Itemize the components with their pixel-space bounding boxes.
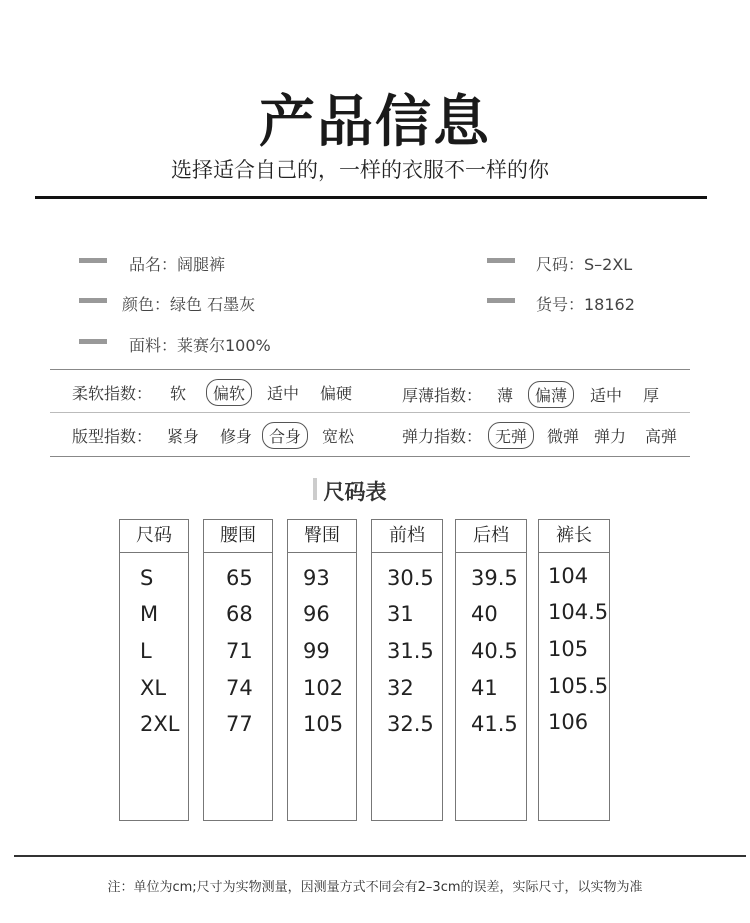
- size-cell-length: 104.5: [548, 600, 609, 624]
- bullet-dash-icon: [79, 339, 107, 344]
- size-cell-length: 106: [548, 710, 589, 734]
- size-column-hip: [287, 519, 357, 821]
- header-divider: [35, 196, 707, 199]
- thickness-index-label: 厚薄指数：: [402, 386, 483, 405]
- size-cell-length: 105: [548, 637, 589, 661]
- indices-middle-divider: [50, 412, 690, 413]
- size-column-header-front-rise: 前档: [372, 520, 442, 553]
- size-cell-size: 2XL: [140, 712, 180, 736]
- elasticity-option-slight: 微弹: [547, 427, 580, 446]
- size-cell-front-rise: 32: [387, 676, 414, 700]
- size-cell-waist: 71: [226, 639, 253, 663]
- size-cell-front-rise: 30.5: [387, 566, 434, 590]
- size-cell-waist: 77: [226, 712, 253, 736]
- thickness-option-thin: 薄: [497, 386, 514, 405]
- size-column-header-hip: 臀围: [288, 520, 356, 553]
- indices-bottom-divider: [50, 456, 690, 457]
- page-title: 产品信息: [259, 90, 491, 155]
- size-cell-waist: 68: [226, 602, 253, 626]
- bullet-dash-icon: [487, 298, 515, 303]
- size-cell-hip: 96: [303, 602, 330, 626]
- size-cell-hip: 102: [303, 676, 344, 700]
- thickness-option-slightly-thin-selected: 偏薄: [528, 381, 574, 408]
- product-size-range: 尺码：S–2XL: [536, 255, 633, 274]
- size-cell-size: L: [140, 639, 152, 663]
- size-cell-front-rise: 31.5: [387, 639, 434, 663]
- size-cell-size: M: [140, 602, 159, 626]
- softness-index-label: 柔软指数：: [72, 384, 153, 403]
- size-column-waist: [203, 519, 273, 821]
- softness-option-slightly-soft-selected: 偏软: [206, 379, 252, 406]
- elasticity-option-stretch: 弹力: [594, 427, 627, 446]
- footer-divider: [14, 855, 746, 857]
- size-column-header-waist: 腰围: [204, 520, 272, 553]
- size-cell-waist: 74: [226, 676, 253, 700]
- size-cell-back-rise: 39.5: [471, 566, 518, 590]
- product-item-number: 货号：18162: [536, 295, 635, 314]
- size-cell-front-rise: 32.5: [387, 712, 434, 736]
- product-color: 颜色：绿色 石墨灰: [122, 295, 256, 314]
- fit-option-tight: 紧身: [167, 427, 200, 446]
- thickness-option-moderate: 适中: [590, 386, 623, 405]
- size-cell-hip: 105: [303, 712, 344, 736]
- bullet-dash-icon: [79, 298, 107, 303]
- product-fabric: 面料：莱赛尔100%: [129, 336, 271, 355]
- bullet-dash-icon: [487, 258, 515, 263]
- size-cell-front-rise: 31: [387, 602, 414, 626]
- size-cell-back-rise: 40: [471, 602, 498, 626]
- size-column-header-size: 尺码: [120, 520, 188, 553]
- softness-option-slightly-hard: 偏硬: [320, 384, 353, 403]
- size-column-header-back-rise: 后档: [456, 520, 526, 553]
- size-cell-waist: 65: [226, 566, 253, 590]
- fit-option-loose: 宽松: [322, 427, 355, 446]
- size-column-size: [119, 519, 189, 821]
- fit-option-regular-selected: 合身: [262, 422, 308, 449]
- elasticity-index-label: 弹力指数：: [402, 427, 483, 446]
- softness-option-moderate: 适中: [267, 384, 300, 403]
- size-cell-length: 105.5: [548, 674, 609, 698]
- indices-top-divider: [50, 369, 690, 370]
- size-chart-title: 尺码表: [323, 480, 387, 504]
- page-subtitle: 选择适合自己的，一样的衣服不一样的你: [171, 158, 549, 182]
- thickness-option-thick: 厚: [643, 386, 660, 405]
- elasticity-option-high: 高弹: [645, 427, 678, 446]
- fit-index-label: 版型指数：: [72, 427, 153, 446]
- fit-option-slim: 修身: [220, 427, 253, 446]
- size-cell-size: XL: [140, 676, 167, 700]
- size-cell-hip: 93: [303, 566, 330, 590]
- product-name: 品名：阔腿裤: [129, 255, 226, 274]
- size-cell-back-rise: 41.5: [471, 712, 518, 736]
- size-cell-back-rise: 41: [471, 676, 498, 700]
- size-cell-size: S: [140, 566, 154, 590]
- softness-option-soft: 软: [170, 384, 187, 403]
- size-column-header-length: 裤长: [539, 520, 609, 553]
- size-cell-length: 104: [548, 564, 589, 588]
- size-cell-back-rise: 40.5: [471, 639, 518, 663]
- bullet-dash-icon: [79, 258, 107, 263]
- measurement-note: 注：单位为cm;尺寸为实物测量，因测量方式不同会有2–3cm的误差，实际尺寸，以实物为准: [107, 880, 643, 895]
- size-column-back-rise: [455, 519, 527, 821]
- size-column-front-rise: [371, 519, 443, 821]
- elasticity-option-none-selected: 无弹: [488, 422, 534, 449]
- size-cell-hip: 99: [303, 639, 330, 663]
